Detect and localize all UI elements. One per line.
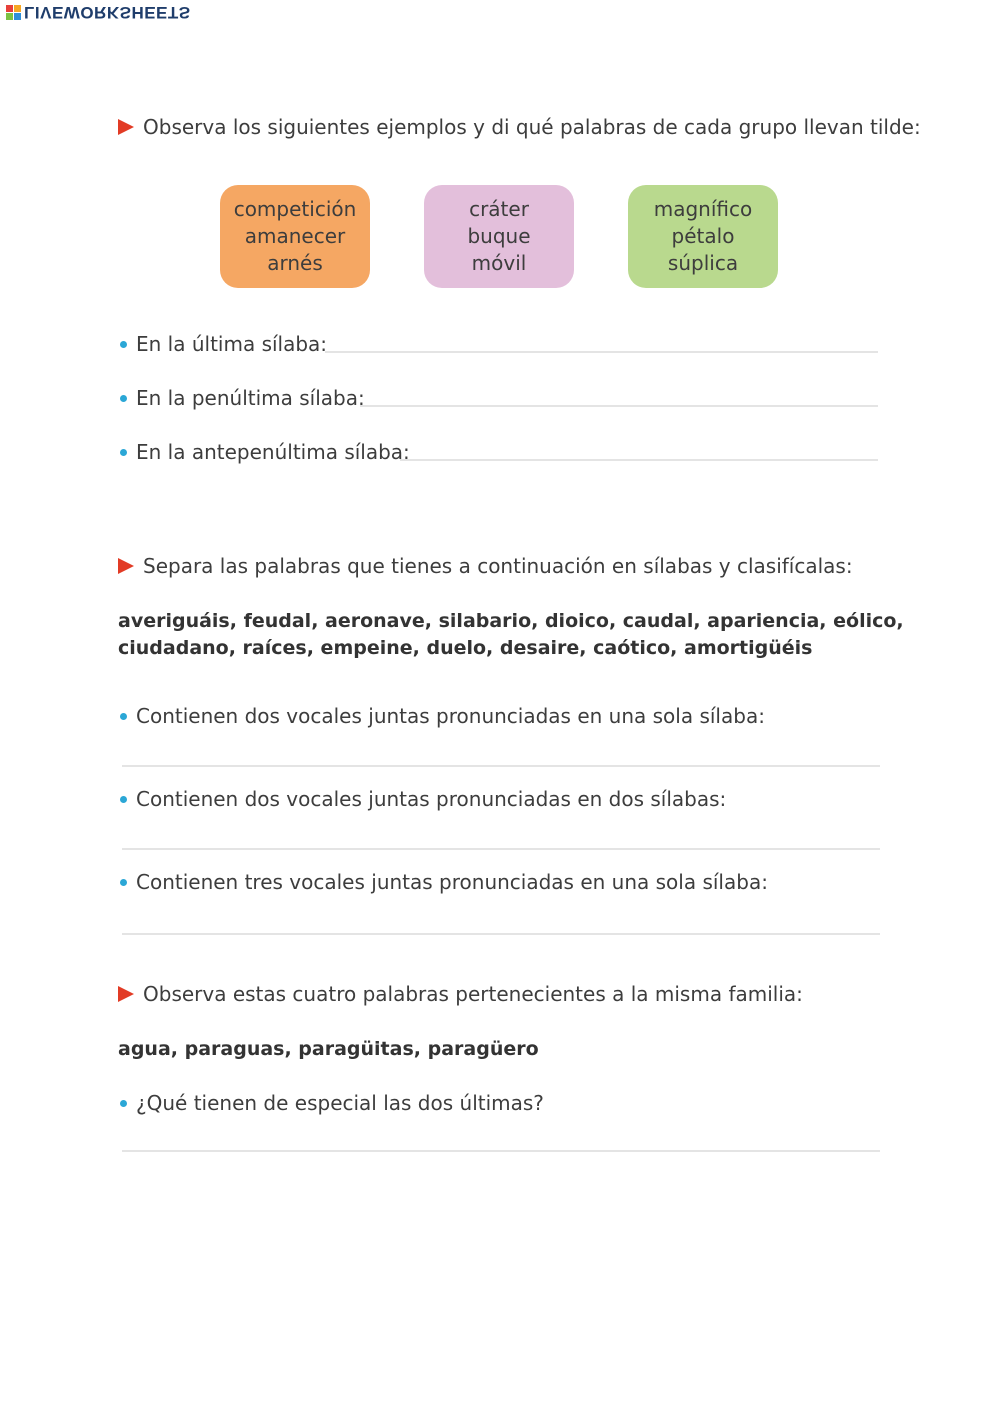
answer-line-diptongo[interactable] bbox=[122, 765, 880, 767]
word: arnés bbox=[267, 251, 323, 275]
logo-text: LIVEWORKSHEETS bbox=[24, 3, 191, 22]
bullet-icon bbox=[120, 449, 127, 456]
answer-line-antepenultima[interactable] bbox=[400, 459, 878, 461]
answer-line-penultima[interactable] bbox=[360, 405, 878, 407]
word: competición bbox=[233, 197, 357, 221]
bullet-icon bbox=[120, 713, 127, 720]
question-especial: ¿Qué tienen de especial las dos últimas? bbox=[120, 1091, 544, 1115]
word: cráter bbox=[469, 197, 529, 221]
bullet-icon bbox=[120, 1100, 127, 1107]
word: magnífico bbox=[653, 197, 753, 221]
bullet-icon bbox=[120, 395, 127, 402]
bullet-icon bbox=[120, 796, 127, 803]
question-hiato: Contienen dos vocales juntas pronunciadas en dos sílabas: bbox=[120, 787, 726, 811]
question-diptongo: Contienen dos vocales juntas pronunciadas en una sola sílaba: bbox=[120, 704, 765, 728]
answer-line-especial[interactable] bbox=[122, 1150, 880, 1152]
question-ultima: En la última sílaba: bbox=[120, 332, 327, 356]
red-arrow-icon bbox=[118, 986, 134, 1002]
instruction-3: Observa estas cuatro palabras pertenecientes a la misma familia: bbox=[118, 982, 803, 1006]
word-group-pink bbox=[424, 185, 574, 288]
word-group-green bbox=[628, 185, 778, 288]
red-arrow-icon bbox=[118, 558, 134, 574]
question-antepenultima: En la antepenúltima sílaba: bbox=[120, 440, 410, 464]
bullet-icon bbox=[120, 879, 127, 886]
word: amanecer bbox=[244, 224, 346, 248]
answer-line-hiato[interactable] bbox=[122, 848, 880, 850]
liveworksheets-logo bbox=[6, 2, 191, 22]
word: móvil bbox=[471, 251, 527, 275]
red-arrow-icon bbox=[118, 119, 134, 135]
answer-line-ultima[interactable] bbox=[325, 351, 878, 353]
logo-squares-icon bbox=[6, 5, 21, 20]
instruction-1: Observa los siguientes ejemplos y di qué palabras de cada grupo llevan tilde: bbox=[118, 115, 921, 139]
word: pétalo bbox=[671, 224, 735, 248]
answer-line-triptongo[interactable] bbox=[122, 933, 880, 935]
instruction-2: Separa las palabras que tienes a continuación en sílabas y clasifícalas: bbox=[118, 554, 853, 578]
family-words: agua, paraguas, paragüitas, paragüero bbox=[118, 1038, 539, 1060]
word-group-orange bbox=[220, 185, 370, 288]
question-penultima: En la penúltima sílaba: bbox=[120, 386, 365, 410]
word: buque bbox=[467, 224, 531, 248]
word: súplica bbox=[667, 251, 739, 275]
question-triptongo: Contienen tres vocales juntas pronunciadas en una sola sílaba: bbox=[120, 870, 768, 894]
bullet-icon bbox=[120, 341, 127, 348]
word-list: averiguáis, feudal, aeronave, silabario, dioico, caudal, apariencia, eólico, ciudadano, raíces, empeine, duelo, desaire, caótico, amortigüéis bbox=[118, 610, 904, 659]
